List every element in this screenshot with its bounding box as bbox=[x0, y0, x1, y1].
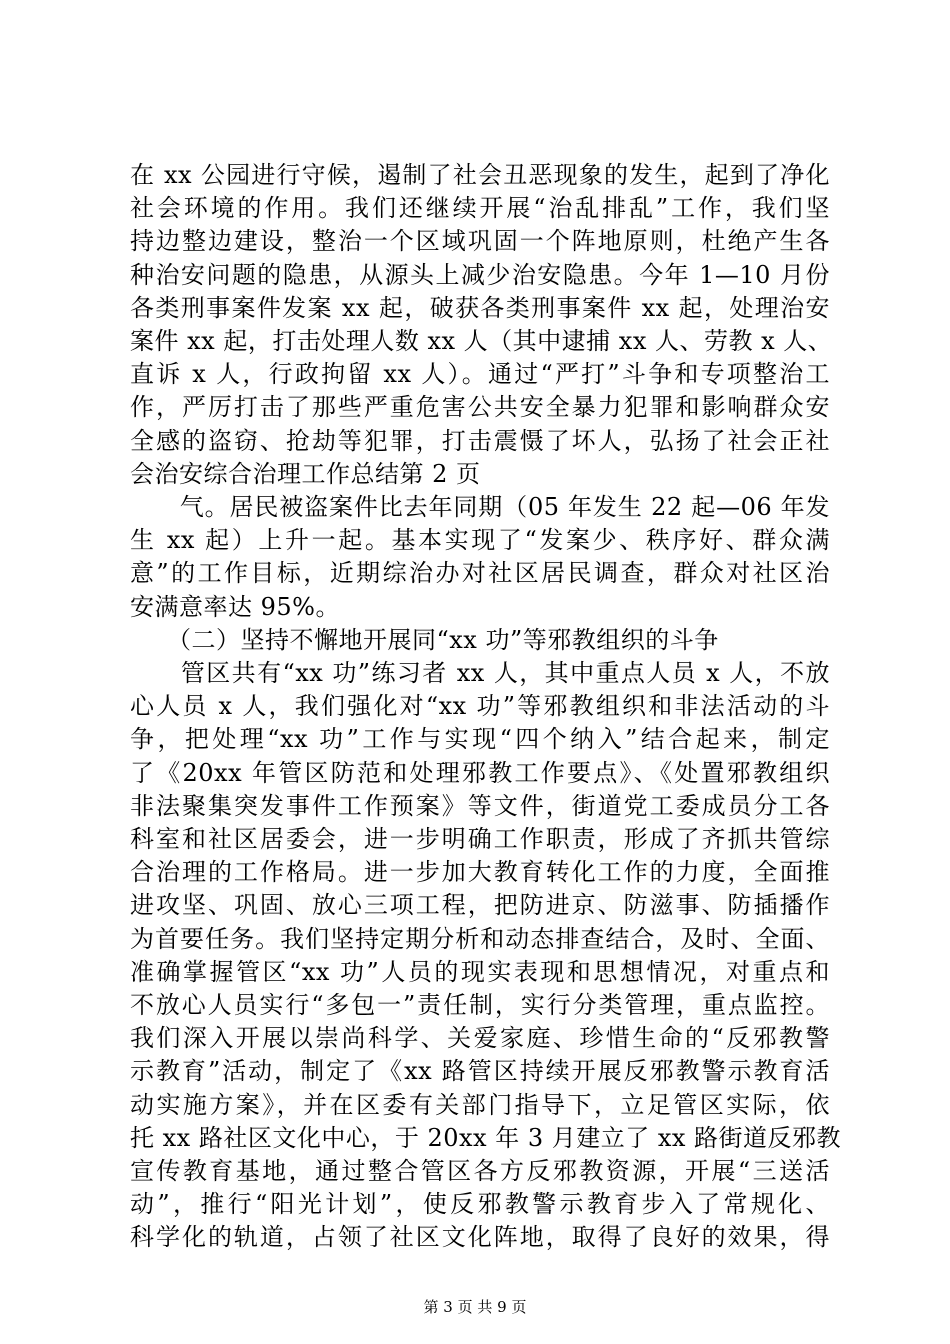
text-line: 科室和社区居委会，进一步明确工作职责，形成了齐抓共管综 bbox=[130, 825, 830, 853]
text-line: 全感的盗窃、抢劫等犯罪，打击震慑了坏人，弘扬了社会正社 bbox=[130, 426, 830, 455]
text-line: （二）坚持不懈地开展同“xx 功”等邪教组织的斗争 bbox=[130, 625, 719, 654]
text-line: 非法聚集突发事件工作预案》等文件，街道党工委成员分工各 bbox=[130, 791, 830, 820]
text-line: 种治安问题的隐患，从源头上减少治安隐患。今年 1—10 月份 bbox=[130, 260, 830, 289]
text-line: 科学化的轨道，占领了社区文化阵地，取得了良好的效果，得 bbox=[130, 1223, 830, 1252]
text-line: 持边整边建设，整治一个区域巩固一个阵地原则，杜绝产生各 bbox=[130, 227, 830, 256]
text-line: 合治理的工作格局。进一步加大教育转化工作的力度，全面推 bbox=[130, 858, 830, 887]
text-line: 宣传教育基地，通过整合管区各方反邪教资源，开展“三送活 bbox=[130, 1157, 830, 1185]
text-line: 为首要任务。我们坚持定期分析和动态排查结合，及时、全面、 bbox=[130, 924, 830, 953]
text-line: 不放心人员实行“多包一”责任制，实行分类管理，重点监控。 bbox=[130, 991, 830, 1019]
text-line: 作，严厉打击了那些严重危害公共安全暴力犯罪和影响群众安 bbox=[130, 393, 830, 422]
text-line: 动”，推行“阳光计划”，使反邪教警示教育步入了常规化、 bbox=[130, 1190, 830, 1219]
text-line: 了《20xx 年管区防范和处理邪教工作要点》、《处置邪教组织 bbox=[130, 758, 830, 787]
text-line: 示教育”活动，制定了《xx 路管区持续开展反邪教警示教育活 bbox=[130, 1057, 830, 1086]
text-line: 进攻坚、巩固、放心三项工程，把防进京、防滋事、防插播作 bbox=[130, 891, 830, 920]
text-line: 争，把处理“xx 功”工作与实现“四个纳入”结合起来，制定 bbox=[130, 725, 830, 754]
text-line: 在 xx 公园进行守候，遏制了社会丑恶现象的发生，起到了净化 bbox=[130, 161, 830, 189]
text-line: 直诉 x 人，行政拘留 xx 人）。通过“严打”斗争和专项整治工 bbox=[130, 360, 830, 389]
text-line: 准确掌握管区“xx 功”人员的现实表现和思想情况，对重点和 bbox=[130, 957, 830, 986]
text-line: 各类刑事案件发案 xx 起，破获各类刑事案件 xx 起，处理治安 bbox=[130, 293, 830, 322]
text-line: 会治安综合治理工作总结第 2 页 bbox=[130, 459, 481, 488]
text-line: 动实施方案》，并在区委有关部门指导下，立足管区实际，依 bbox=[130, 1090, 830, 1119]
text-line: 安满意率达 95%。 bbox=[130, 592, 340, 621]
text-line: 气。居民被盗案件比去年同期（05 年发生 22 起—06 年发 bbox=[130, 493, 830, 521]
text-line: 心人员 x 人，我们强化对“xx 功”等邪教组织和非法活动的斗 bbox=[130, 692, 830, 721]
text-line: 托 xx 路社区文化中心，于 20xx 年 3 月建立了 xx 路街道反邪教 bbox=[130, 1123, 842, 1152]
text-line: 案件 xx 起，打击处理人数 xx 人（其中逮捕 xx 人、劳教 x 人、 bbox=[130, 327, 833, 355]
text-line: 意”的工作目标，近期综治办对社区居民调查，群众对社区治 bbox=[130, 559, 830, 588]
text-line: 社会环境的作用。我们还继续开展“治乱排乱”工作，我们坚 bbox=[130, 194, 830, 223]
page-footer: 第 3 页 共 9 页 bbox=[423, 1298, 527, 1316]
text-line: 我们深入开展以崇尚科学、关爱家庭、珍惜生命的“反邪教警 bbox=[130, 1024, 830, 1053]
text-line: 管区共有“xx 功”练习者 xx 人，其中重点人员 x 人，不放 bbox=[130, 659, 830, 687]
text-line: 生 xx 起）上升一起。基本实现了“发案少、秩序好、群众满 bbox=[130, 526, 830, 555]
